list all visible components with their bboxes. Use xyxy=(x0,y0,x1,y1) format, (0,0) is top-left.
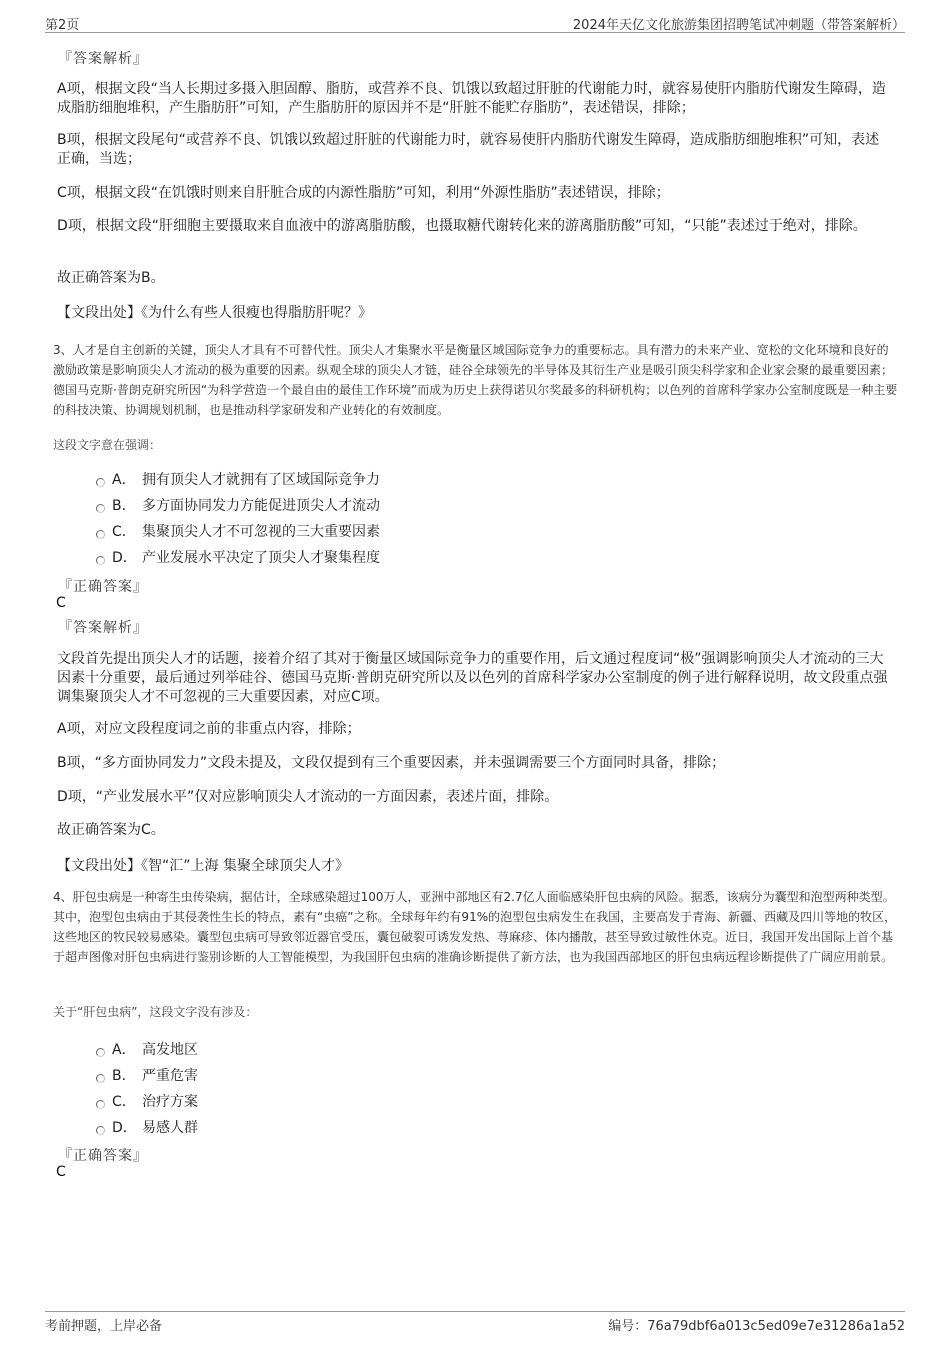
option-text: 高发地区 xyxy=(142,1042,198,1058)
correct-answer: C xyxy=(56,1164,66,1180)
option-letter: C． xyxy=(112,524,136,540)
document-code: 编号：76a79dbf6a013c5ed09e7e31286a1a52 xyxy=(608,1319,905,1334)
question-3-text: 3、人才是自主创新的关键，顶尖人才具有不可替代性。顶尖人才集聚水平是衡量区域国际竞争力的重要标志。具有潜力的未来产业、宽松的文化环境和良好的激励政策是影响顶尖人才流动的极为重要的因素。纵观全球的顶尖人才链，硅谷全球领先的半导体及其衍生产业是吸引顶尖科学家和企业家会聚的最重要因素；德国马克斯·普朗克研究所因“为科学营造一个最自由的最佳工作环境”而成为历史上获得诺贝尔奖最多的科研机构；以色列的首席科学家办公室制度既是一种主要的科技决策、协调规划机制，也是推动科学家研发和产业转化的有效制度。 xyxy=(53,343,898,417)
question-3-prompt: 这段文字意在强调： xyxy=(53,438,162,452)
radio-button-icon[interactable] xyxy=(96,1048,105,1057)
radio-button-icon[interactable] xyxy=(96,1074,105,1083)
page-header xyxy=(45,14,905,33)
option-text: 易感人群 xyxy=(142,1120,198,1136)
correct-answer-label: 『正确答案』 xyxy=(58,1148,148,1164)
analysis-label: 『答案解析』 xyxy=(58,51,148,67)
conclusion: 故正确答案为C。 xyxy=(57,822,165,838)
footer-slogan: 考前押题，上岸必备 xyxy=(45,1319,163,1334)
radio-button-icon[interactable] xyxy=(96,1100,105,1109)
question-4-prompt: 关于“肝包虫病”，这段文字没有涉及： xyxy=(53,1005,258,1019)
radio-button-icon[interactable] xyxy=(96,478,105,487)
conclusion: 故正确答案为B。 xyxy=(57,270,165,286)
radio-button-icon[interactable] xyxy=(96,530,105,539)
analysis-item-b: B项，“多方面协同发力”文段未提及，文段仅提到有三个重要因素，并未强调需要三个方面同时具备，排除； xyxy=(57,755,726,771)
question-4-option-c[interactable] xyxy=(96,1090,198,1112)
radio-button-icon[interactable] xyxy=(96,1126,105,1135)
radio-button-icon[interactable] xyxy=(96,504,105,513)
analysis-item-d: D项，“产业发展水平”仅对应影响顶尖人才流动的一方面因素，表述片面，排除。 xyxy=(57,789,559,805)
option-letter: D． xyxy=(112,1120,137,1136)
option-text: 拥有顶尖人才就拥有了区域国际竞争力 xyxy=(142,472,380,488)
option-letter: B． xyxy=(112,1068,136,1084)
option-text: 严重危害 xyxy=(142,1068,198,1084)
correct-answer-label: 『正确答案』 xyxy=(58,579,148,595)
analysis-item-a: A项，根据文段“当人长期过多摄入胆固醇、脂肪，或营养不良、饥饿以致超过肝脏的代谢能力时，就容易使肝内脂肪代谢发生障碍，造成脂肪细胞堆积，产生脂肪肝”可知，产生脂肪肝的原因并不是“肝脏不能贮存脂肪”，表述错误，排除； xyxy=(57,81,886,116)
option-letter: B． xyxy=(112,498,136,514)
option-text: 治疗方案 xyxy=(142,1094,198,1110)
option-letter: A． xyxy=(112,472,136,488)
analysis-intro: 文段首先提出顶尖人才的话题，接着介绍了其对于衡量区域国际竞争力的重要作用，后文通过程度词“极”强调影响顶尖人才流动的三大因素十分重要，最后通过列举硅谷、德国马克斯·普朗克研究所以及以色列的首席科学家办公室制度的例子进行解释说明，故文段重点强调集聚顶尖人才不可忽视的三大重要因素，对应C项。 xyxy=(57,651,888,705)
option-text: 集聚顶尖人才不可忽视的三大重要因素 xyxy=(142,524,380,540)
question-4-text: 4、肝包虫病是一种寄生虫传染病，据估计，全球感染超过100万人，亚洲中部地区有2.7亿人面临感染肝包虫病的风险。据悉，该病分为囊型和泡型两种类型。其中，泡型包虫病由于其侵袭性生长的特点，素有“虫癌”之称。全球每年约有91%的泡型包虫病发生在我国，主要高发于青海、新疆、西藏及四川等地的牧区，这些地区的牧民较易感染。囊型包虫病可导致邻近器官受压，囊包破裂可诱发发热、荨麻疹、体内播散，甚至导致过敏性休克。近日，我国开发出国际上首个基于超声图像对肝包虫病进行鉴别诊断的人工智能模型，为我国肝包虫病的准确诊断提供了新方法，也为我国西部地区的肝包虫病远程诊断提供了广阔应用前景。 xyxy=(53,890,897,964)
option-text: 多方面协同发力方能促进顶尖人才流动 xyxy=(142,498,380,514)
question-3-option-a[interactable] xyxy=(96,468,380,490)
option-letter: A． xyxy=(112,1042,136,1058)
question-4-option-d[interactable] xyxy=(96,1116,198,1138)
analysis-item-a: A项，对应文段程度词之前的非重点内容，排除； xyxy=(57,721,361,737)
analysis-item-c: C项，根据文段“在饥饿时则来自肝脏合成的内源性脂肪”可知，利用“外源性脂肪”表述错误，排除； xyxy=(57,185,670,201)
question-3-option-b[interactable] xyxy=(96,494,380,516)
correct-answer: C xyxy=(56,595,66,611)
question-4-option-a[interactable] xyxy=(96,1038,198,1060)
analysis-label: 『答案解析』 xyxy=(58,620,148,636)
document-title: 2024年天亿文化旅游集团招聘笔试冲刺题（带答案解析） xyxy=(572,18,905,33)
analysis-item-b: B项，根据文段尾句“或营养不良、饥饿以致超过肝脏的代谢能力时，就容易使肝内脂肪代谢发生障碍，造成脂肪细胞堆积”可知，表述正确，当选； xyxy=(57,132,880,167)
option-letter: D． xyxy=(112,550,137,566)
analysis-item-d: D项，根据文段“肝细胞主要摄取来自血液中的游离脂肪酸，也摄取糖代谢转化来的游离脂肪酸”可知，“只能”表述过于绝对，排除。 xyxy=(57,218,867,234)
source-citation: 【文段出处】《为什么有些人很瘦也得脂肪肝呢？》 xyxy=(57,305,372,321)
option-text: 产业发展水平决定了顶尖人才聚集程度 xyxy=(142,550,380,566)
source-citation: 【文段出处】《智“汇”上海 集聚全球顶尖人才》 xyxy=(57,858,349,874)
radio-button-icon[interactable] xyxy=(96,556,105,565)
page-number: 第2页 xyxy=(45,18,80,33)
option-letter: C． xyxy=(112,1094,136,1110)
question-3-option-d[interactable] xyxy=(96,546,380,568)
question-3-option-c[interactable] xyxy=(96,520,380,542)
page-footer xyxy=(45,1311,905,1332)
question-4-option-b[interactable] xyxy=(96,1064,198,1086)
